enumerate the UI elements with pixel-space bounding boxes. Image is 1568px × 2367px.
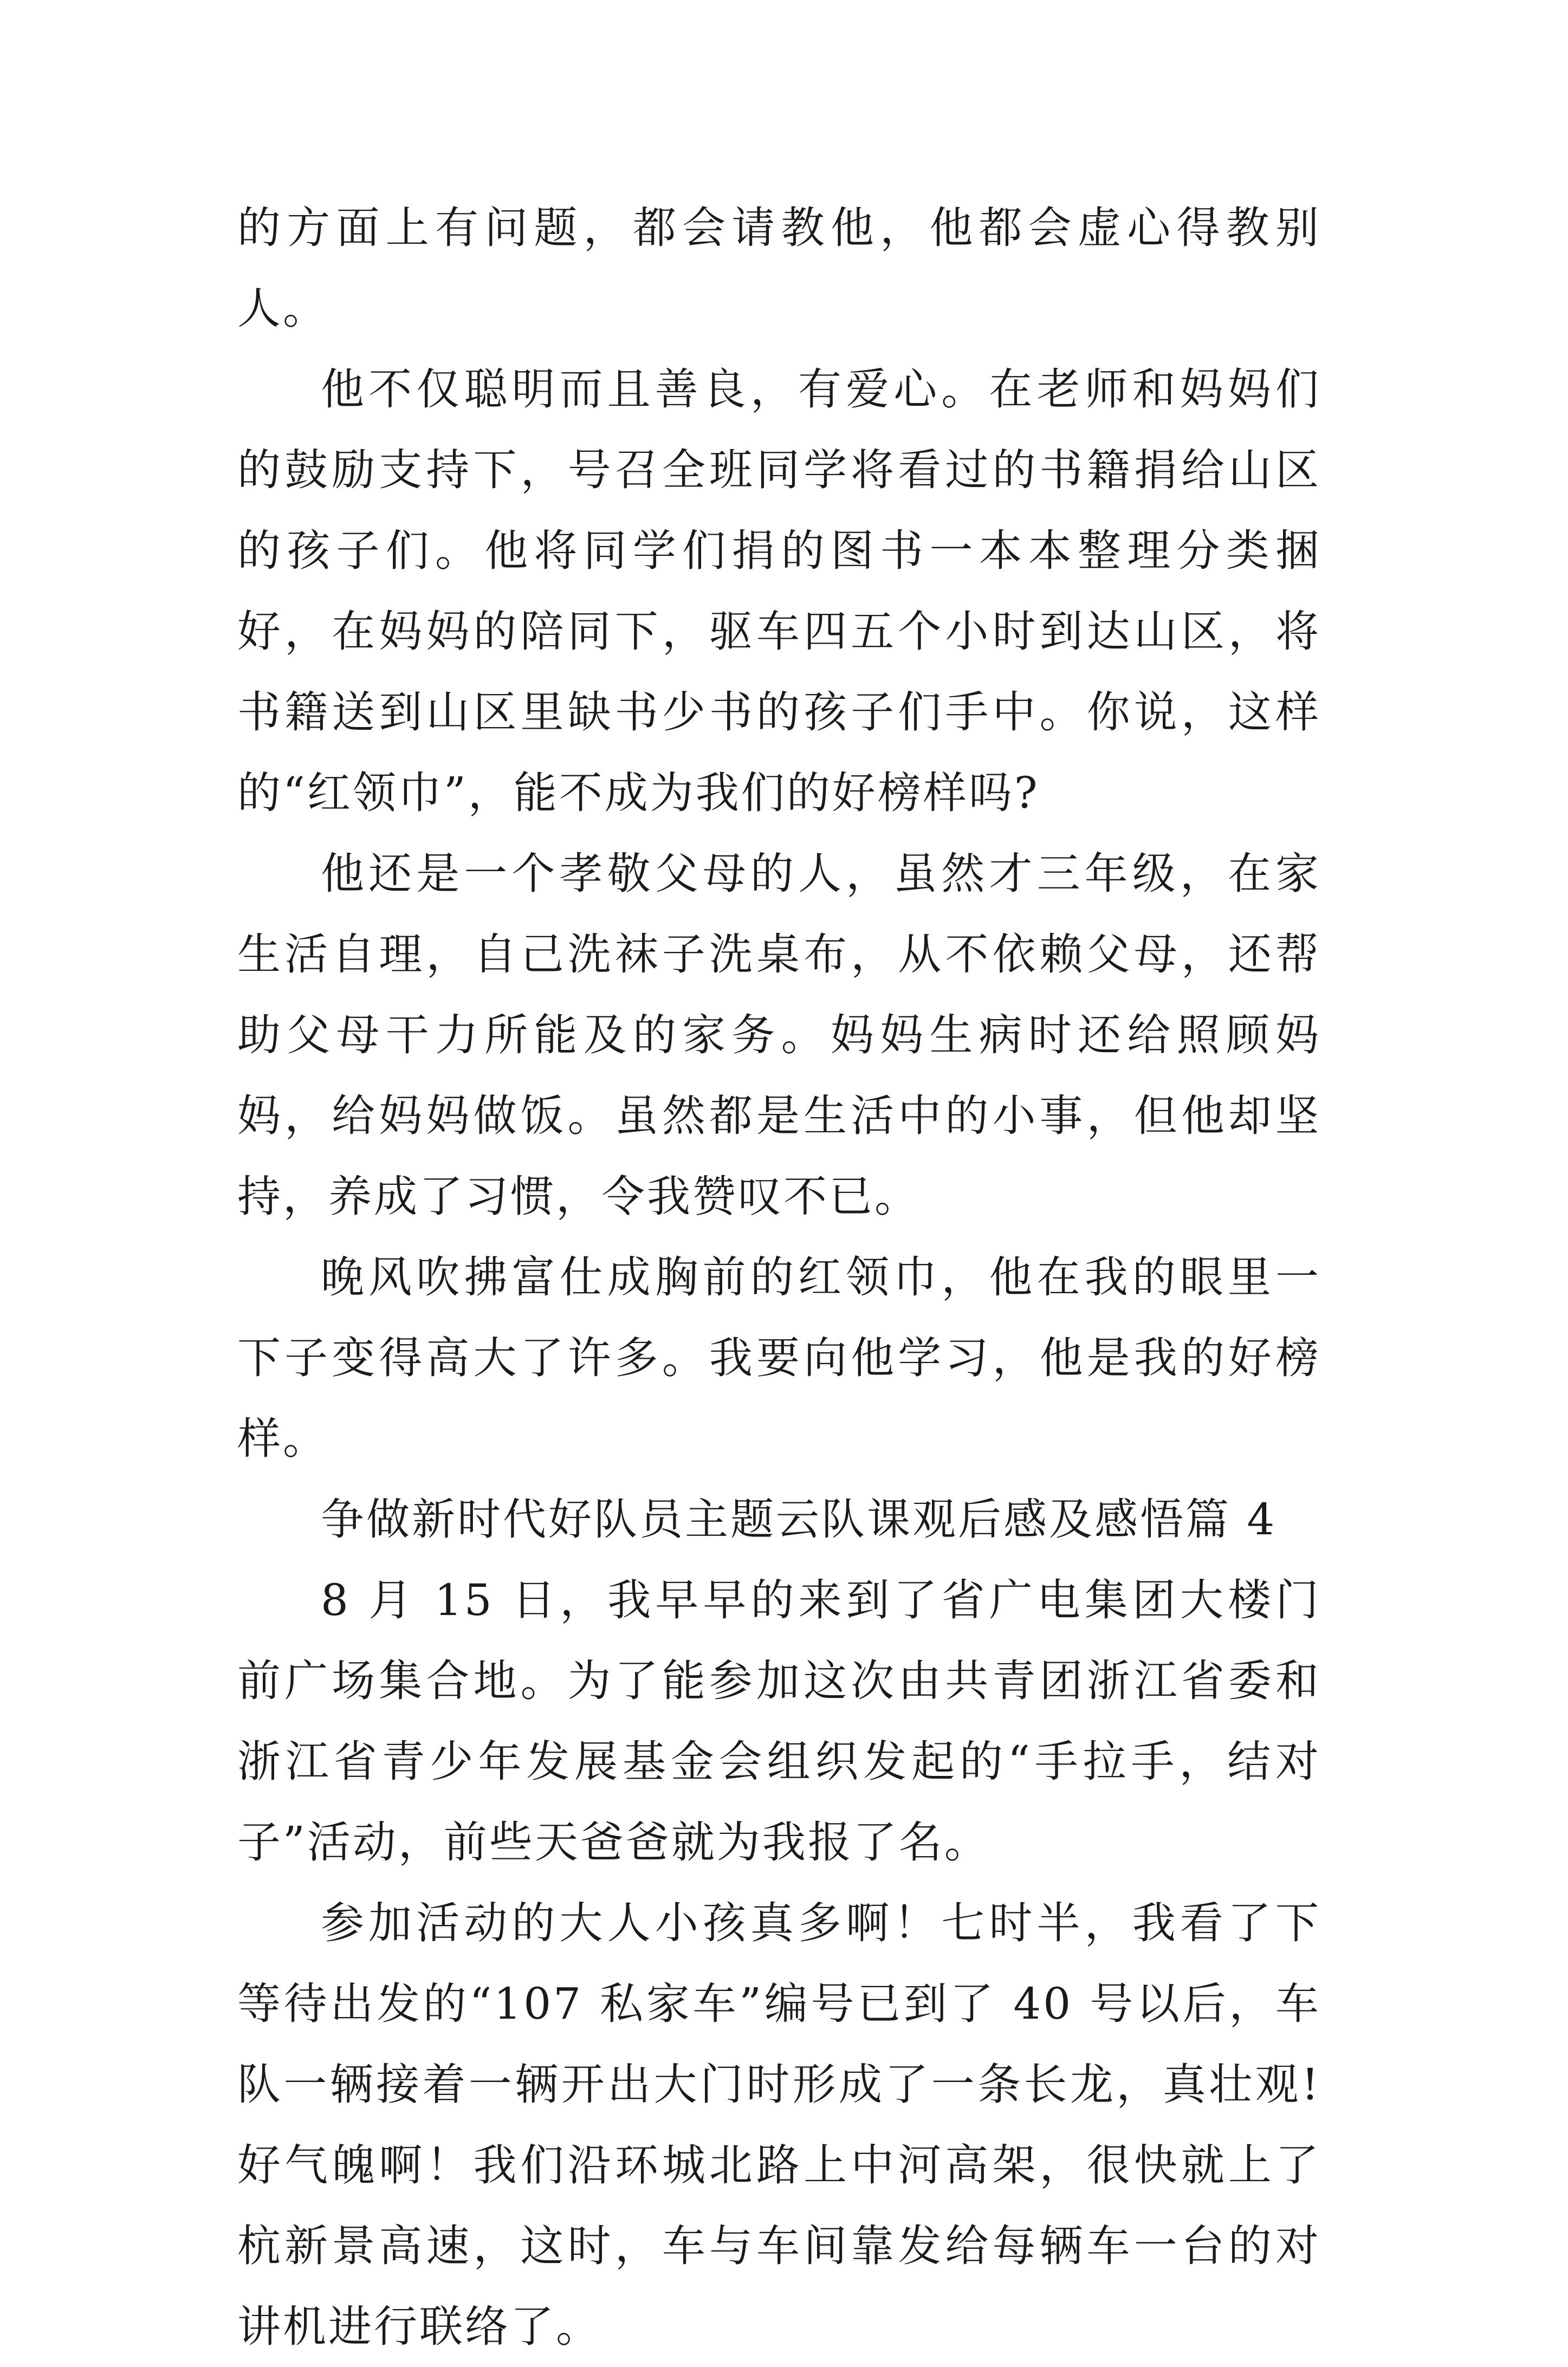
paragraph: 他不仅聪明而且善良，有爱心。在老师和妈妈们的鼓励支持下，号召全班同学将看过的书籍捐给山区的孩子们。他将同学们捐的图书一本本整理分类捆好，在妈妈的陪同下，驱车四五个小时到达山区，将书籍送到山区里缺书少书的孩子们手中。你说，这样的“红领巾”，能不成为我们的好榜样吗? bbox=[237, 364, 1321, 818]
paragraph-continued: 的方面上有问题，都会请教他，他都会虚心得教别人。 bbox=[237, 203, 1321, 334]
paragraph: 他还是一个孝敬父母的人，虽然才三年级，在家生活自理，自己洗袜子洗桌布，从不依赖父母，还帮助父母干力所能及的家务。妈妈生病时还给照顾妈妈，给妈妈做饭。虽然都是生活中的小事，但他却坚持，养成了习惯，令我赞叹不已。 bbox=[237, 848, 1321, 1222]
section-heading: 争做新时代好队员主题云队课观后感及感悟篇 4 bbox=[321, 1494, 1277, 1545]
paragraph: 参加活动的大人小孩真多啊！七时半，我看了下等待出发的“107 私家车”编号已到了 40 号以后，车队一辆接着一辆开出大门时形成了一条长龙，真壮观!好气魄啊！我们沿环城北路上中河高架，很快就上了杭新景高速，这时，车与车间靠发给每辆车一台的对讲机进行联络了。 bbox=[237, 1898, 1321, 2352]
paragraph: 8 月 15 日，我早早的来到了省广电集团大楼门前广场集合地。为了能参加这次由共青团浙江省委和浙江省青少年发展基金会组织发起的“手拉手，结对子”活动，前些天爸爸就为我报了名。 bbox=[237, 1575, 1321, 1867]
paragraph: 晚风吹拂富仕成胸前的红领巾，他在我的眼里一下子变得高大了许多。我要向他学习，他是我的好榜样。 bbox=[237, 1252, 1321, 1464]
document-body bbox=[237, 187, 1321, 2367]
